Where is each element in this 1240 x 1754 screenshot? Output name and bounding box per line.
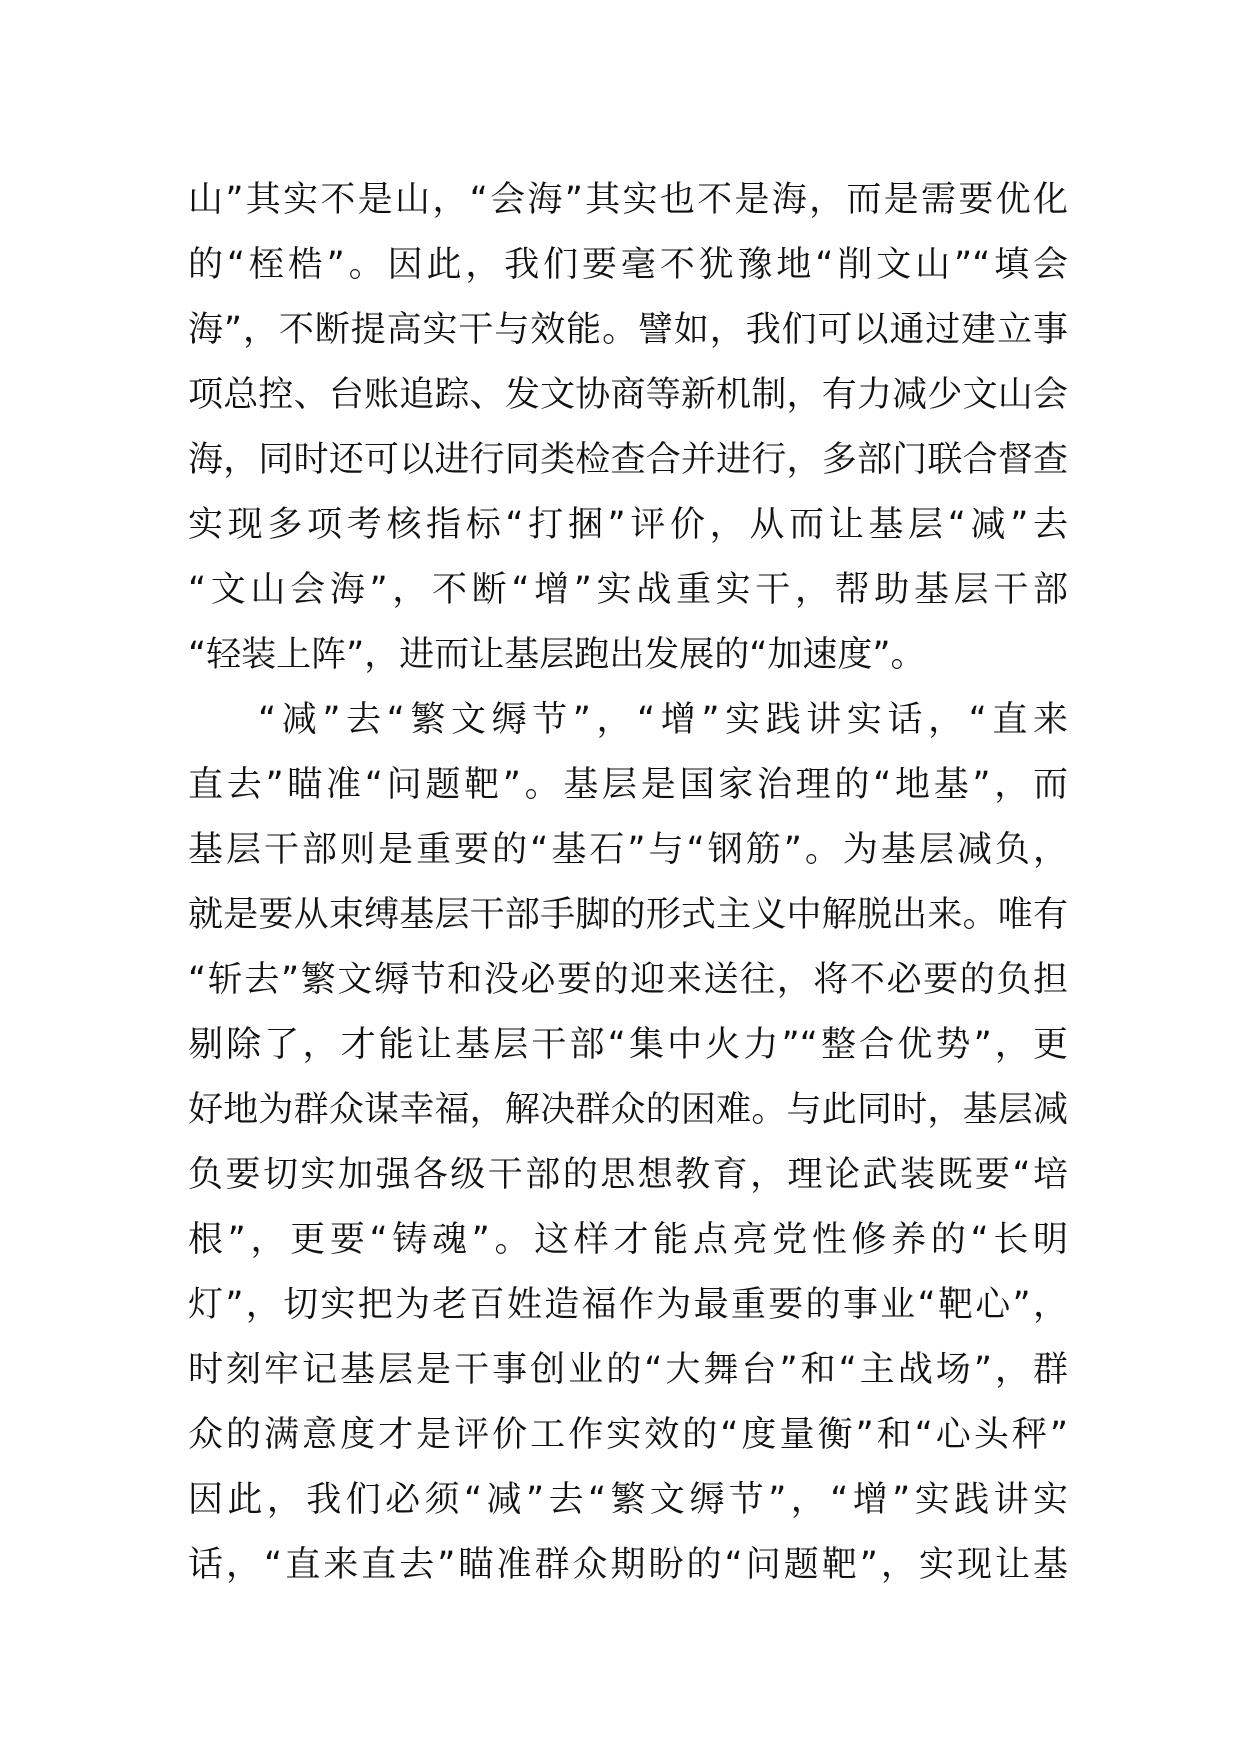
text-line: “轻装上阵”，进而让基层跑出发展的“加速度”。 bbox=[188, 635, 926, 675]
text-line: 实现多项考核指标“打捆”评价，从而让基层“减”去 bbox=[188, 505, 1068, 545]
text-line: 灯”，切实把为老百姓造福作为最重要的事业“靶心”， bbox=[188, 1285, 1068, 1325]
text-line: 的“桎梏”。因此，我们要毫不犹豫地“削文山”“填会 bbox=[188, 245, 1068, 285]
text-line: 众的满意度才是评价工作实效的“度量衡”和“心头秤” bbox=[188, 1415, 1068, 1455]
text-line: 基层干部则是重要的“基石”与“钢筋”。为基层减负， bbox=[188, 830, 1068, 870]
text-line: “文山会海”，不断“增”实战重实干，帮助基层干部 bbox=[188, 570, 1068, 610]
text-line: 负要切实加强各级干部的思想教育，理论武装既要“培 bbox=[188, 1155, 1068, 1195]
text-line: 项总控、台账追踪、发文协商等新机制，有力减少文山会 bbox=[188, 375, 1068, 415]
text-line: 山”其实不是山，“会海”其实也不是海，而是需要优化 bbox=[188, 180, 1068, 220]
text-line: 就是要从束缚基层干部手脚的形式主义中解脱出来。唯有 bbox=[188, 895, 1068, 935]
text-line: 话，“直来直去”瞄准群众期盼的“问题靶”，实现让基 bbox=[188, 1545, 1068, 1585]
text-line: 根”，更要“铸魂”。这样才能点亮党性修养的“长明 bbox=[188, 1220, 1068, 1260]
text-line: “斩去”繁文缛节和没必要的迎来送往，将不必要的负担 bbox=[188, 960, 1068, 1000]
text-line: 好地为群众谋幸福，解决群众的困难。与此同时，基层减 bbox=[188, 1090, 1068, 1130]
text-line: 剔除了，才能让基层干部“集中火力”“整合优势”，更 bbox=[188, 1025, 1068, 1065]
text-line: 直去”瞄准“问题靶”。基层是国家治理的“地基”，而 bbox=[188, 765, 1068, 805]
body-text bbox=[188, 168, 1068, 1598]
paragraph-start-line: “减”去“繁文缛节”，“增”实践讲实话，“直来 bbox=[258, 700, 1068, 740]
text-line: 海”，不断提高实干与效能。譬如，我们可以通过建立事 bbox=[188, 310, 1068, 350]
text-line: 海，同时还可以进行同类检查合并进行，多部门联合督查 bbox=[188, 440, 1068, 480]
text-line: 时刻牢记基层是干事创业的“大舞台”和“主战场”，群 bbox=[188, 1350, 1068, 1390]
text-line: 因此，我们必须“减”去“繁文缛节”，“增”实践讲实 bbox=[188, 1480, 1068, 1520]
